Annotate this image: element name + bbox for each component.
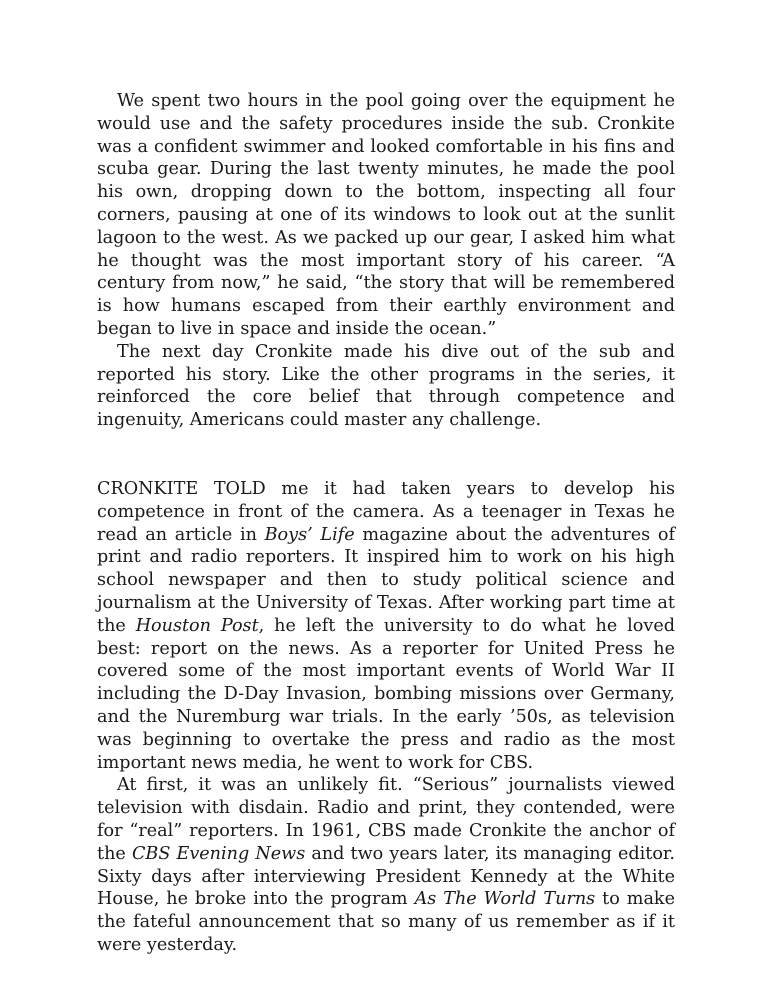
text-run: At first, it was an unlikely fit. “Serious” journalists viewed television with disdain. Radio and print, they contended, were for “real” reporters. In 1961, CBS made Cronkite the anchor of the	[97, 775, 675, 864]
text-run: to make the fateful announcement that so many of us remember as if it were yesterday.	[97, 889, 676, 955]
text-run: me it had taken years to develop his competence in front of the camera. As a teenager in Texas he read an article in	[97, 478, 675, 545]
newspaper-title: Houston Post	[135, 615, 259, 636]
magazine-title: Boys’ Life	[264, 524, 355, 545]
paragraph-cbs-anchor	[97, 774, 675, 956]
program-title: CBS Evening News	[131, 843, 306, 864]
paragraph-pool-training: We spent two hours in the pool going over the equipment he would use and the safety procedures inside the sub. Cronkite was a confident swimmer and looked comfortable in his fins and scuba gear. During the last twenty minutes, he made the pool his own, dropping down to the bottom, inspecting all four corners, pausing at one of its windows to look out at the sunlit lagoon to the west. As we packed up our gear, I asked him what he thought was the most important story of his career. “A century from now,” he said, “the story that will be remembered is how humans escaped from their earthly environment and began to live in space and inside the ocean.”	[97, 91, 675, 339]
paragraph-dive-report: The next day Cronkite made his dive out of the sub and reported his story. Like the other programs in the series, it reinforced the core belief that through competence and ingenuity, Americans could master any challenge.	[97, 341, 675, 431]
paragraph-cronkite-career	[97, 478, 675, 774]
program-title: As The World Turns	[414, 889, 596, 910]
text-run: magazine about the adventures of print and radio reporters. It inspired him to work on his high school newspaper and then to study political science and journalism at the University of Texas. After working part time at the	[97, 524, 675, 636]
text-run: , he left the university to do what he loved best: report on the news. As a reporter for United Press he covered some of the most important events of World War II including the D-Day Invasion, bombing missions over Germany, and the Nuremburg war trials. In the early ’50s, as television was beginning to overtake the press and radio as the most important news media, he went to work for CBS.	[97, 615, 676, 773]
section-lead-caps: CRONKITE TOLD	[97, 478, 266, 499]
book-page	[97, 90, 675, 957]
text-run: and two years later, its managing editor. Sixty days after interviewing President Kennedy at the White House, he broke into the program	[97, 843, 676, 910]
section-break	[97, 432, 675, 478]
